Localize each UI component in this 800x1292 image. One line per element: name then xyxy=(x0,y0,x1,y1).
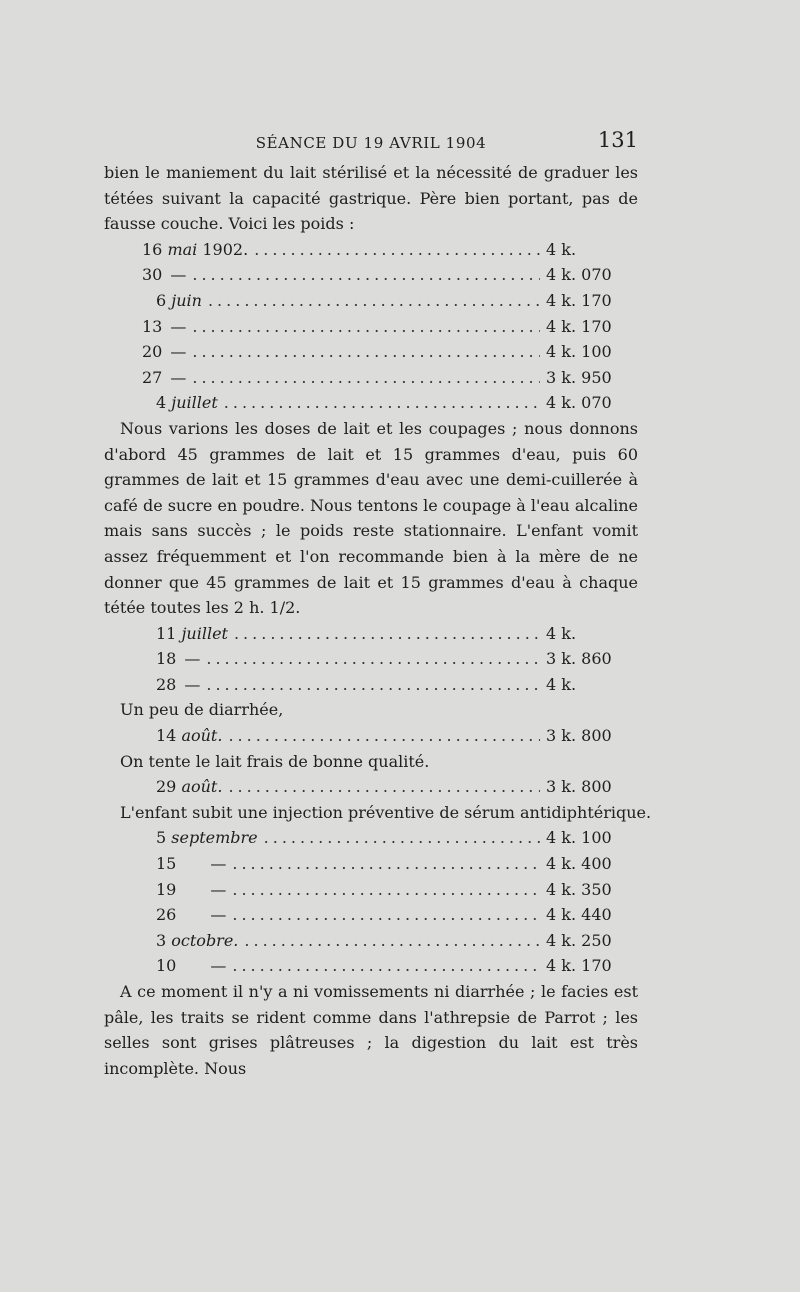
running-title: SÉANCE DU 19 AVRIL 1904 xyxy=(255,134,487,152)
weight-row: 18 — ..... 3 k. 860 xyxy=(104,646,638,672)
weight-row: 20 — ..... 4 k. 100 xyxy=(104,339,638,365)
body-text xyxy=(104,160,652,1081)
weight-row: 29 août. ..... 3 k. 800 xyxy=(104,774,638,800)
weight-list-2 xyxy=(104,621,638,698)
weight-row: 30 — ..... 4 k. 070 xyxy=(104,262,638,288)
weight-row: 19 — ..... 4 k. 350 xyxy=(104,877,638,903)
weight-row: 13 — ..... 4 k. 170 xyxy=(104,314,638,340)
page-number: 131 xyxy=(597,128,638,152)
weight-list-3 xyxy=(104,825,638,979)
weight-row: 14 août. ..... 3 k. 800 xyxy=(104,723,638,749)
note-injection: L'enfant subit une injection préventive de sérum antidiphtérique. xyxy=(120,802,652,822)
weight-row: 28 — ..... 4 k. xyxy=(104,672,638,698)
weight-row: 27 — ..... 3 k. 950 xyxy=(104,365,638,391)
weight-row: 15 — ..... 4 k. 400 xyxy=(104,851,638,877)
feeding-paragraph: Nous varions les doses de lait et les coupages ; nous donnons d'abord 45 grammes de lait et 15 grammes d'eau, puis 60 grammes de lait et 15 grammes d'eau avec une demi-cuillerée à café de sucre en poudre. Nous tentons le coupage à l'eau alcaline mais sans succès ; le poids reste stationnaire. L'enfant vomit assez fréquemment et l'on recommande bien à la mère de ne donner que 45 grammes de lait et 15 grammes d'eau à chaque tétée toutes les 2 h. 1/2. xyxy=(104,418,638,618)
weight-row: 26 — ..... 4 k. 440 xyxy=(104,902,638,928)
weight-row: 11 juillet ..... 4 k. xyxy=(104,621,638,647)
note-diarrhea: Un peu de diarrhée, xyxy=(120,700,284,720)
intro-paragraph: bien le maniement du lait stérilisé et la nécessité de graduer les tétées suivant la capacité gastrique. Père bien portant, pas de fausse couche. Voici les poids : xyxy=(104,163,638,234)
weight-row: 5 septembre ..... 4 k. 100 xyxy=(104,825,638,851)
weight-row: 10 — ..... 4 k. 170 xyxy=(104,953,638,979)
closing-paragraph: A ce moment il n'y a ni vomissements ni diarrhée ; le facies est pâle, les traits se rident comme dans l'athrepsie de Parrot ; les selles sont grises plâtreuses ; la digestion du lait est très incomplète. Nous xyxy=(104,982,638,1078)
weight-row: 6 juin ..... 4 k. 170 xyxy=(104,288,638,314)
weight-row: 3 octobre. ..... 4 k. 250 xyxy=(104,928,638,954)
weight-list-1 xyxy=(104,237,638,416)
weight-row: 4 juillet ..... 4 k. 070 xyxy=(104,390,638,416)
note-fresh-milk: On tente le lait frais de bonne qualité. xyxy=(120,751,430,771)
running-header xyxy=(104,126,638,162)
weight-row: 16 mai 1902. ..... 4 k. xyxy=(104,237,638,263)
